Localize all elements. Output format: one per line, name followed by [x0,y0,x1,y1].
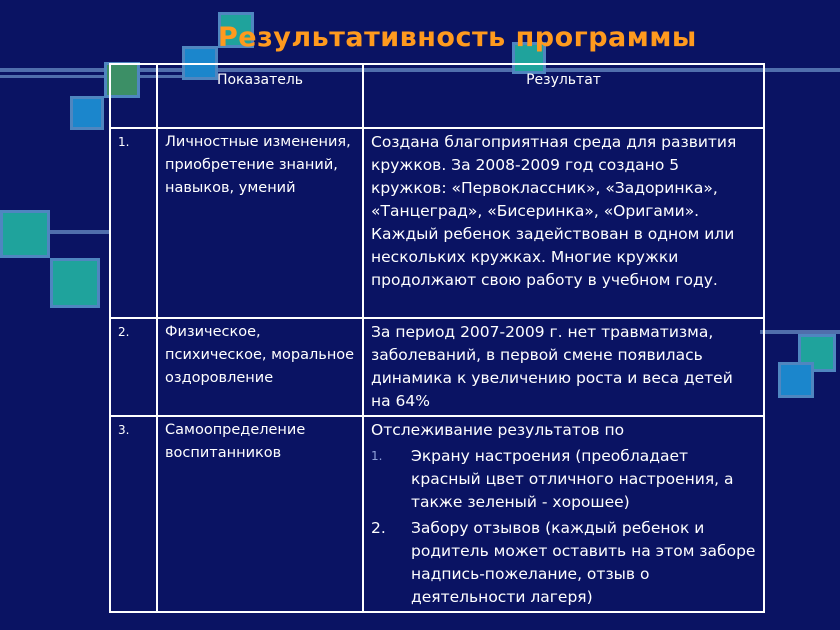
row-number: 2. [110,318,157,416]
decor-square [0,210,50,258]
table-row [110,416,764,612]
list-item [371,445,756,514]
table-row [110,318,764,416]
row-indicator: Самоопределение воспитанников [157,416,363,612]
table-row [110,128,764,318]
header-number [110,64,157,128]
results-table [109,63,765,613]
row-result [363,416,764,612]
result-intro: Отслеживание результатов по [371,421,625,439]
list-item-text: Забору отзывов (каждый ребенок и родитель может оставить на этом заборе надпись-пожелание, отзыв о деятельности лагеря) [411,519,756,606]
row-indicator: Личностные изменения, приобретение знаний, навыков, умений [157,128,363,318]
list-item [371,517,756,609]
list-marker: 2. [371,519,386,537]
page-title: Результативность программы [218,22,697,53]
list-marker: 1. [371,449,383,463]
decor-square [70,96,104,130]
table-header-row [110,64,764,128]
row-indicator: Физическое, психическое, моральное оздоровление [157,318,363,416]
header-indicator: Показатель [157,64,363,128]
row-number: 3. [110,416,157,612]
row-result: За период 2007-2009 г. нет травматизма, заболеваний, в первой смене появилась динамика к увеличению роста и веса детей на 64% [363,318,764,416]
decor-square [778,362,814,398]
decor-square [50,258,100,308]
header-result: Результат [363,64,764,128]
list-item-text: Экрану настроения (преобладает красный цвет отличного настроения, а также зеленый - хорошее) [411,447,734,511]
row-result: Создана благоприятная среда для развития кружков. За 2008-2009 год создано 5 кружков: «Первоклассник», «Задоринка», «Танцеград», «Бисеринка», «Оригами». Каждый ребенок задействован в одном или нескольких кружках. Многие кружки продолжают свою работу в учебном году. [363,128,764,318]
result-list [371,445,756,609]
row-number: 1. [110,128,157,318]
